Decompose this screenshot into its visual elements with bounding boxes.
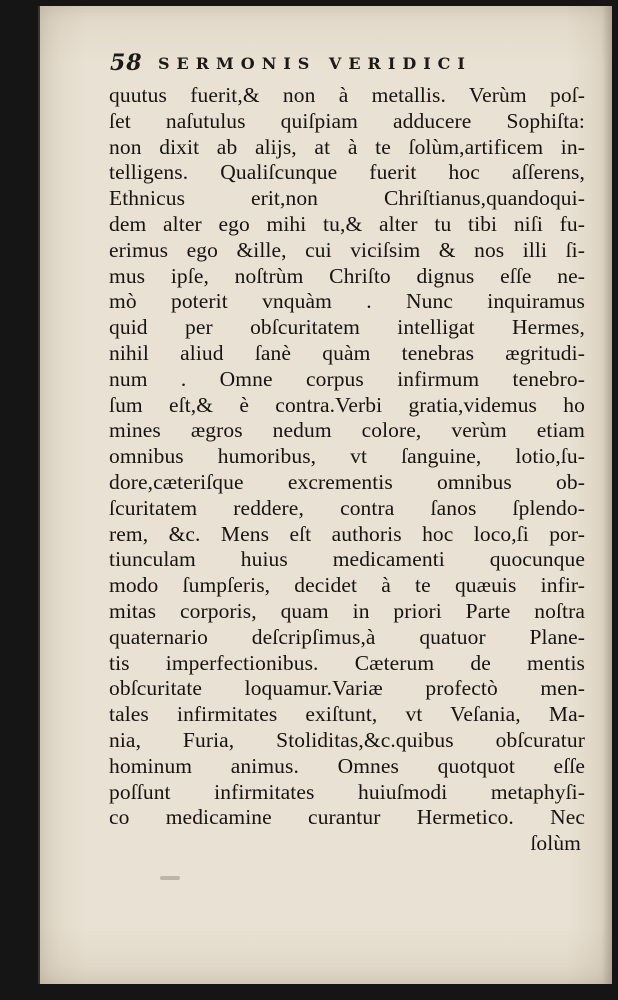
text-line: erimus ego &ille, cui viciſsim & nos illi ſi- (109, 237, 585, 262)
text-line: nia, Furia, Stoliditas,&c.quibus obſcuratur (109, 727, 585, 752)
text-line: mines ægros nedum colore, verùm etiam (109, 418, 585, 443)
ink-smudge (160, 876, 180, 880)
text-line: quutus fuerit,& non à metallis. Verùm poſ- (109, 83, 585, 107)
page-header (110, 50, 530, 84)
text-line: dore,cæteriſque excrementis omnibus ob- (109, 469, 585, 494)
text-line: modo ſumpſeris, decidet à te quæuis infir- (109, 573, 585, 598)
text-line: num . Omne corpus infirmum tenebro- (109, 366, 585, 391)
text-line: hominum animus. Omnes quotquot eſſe (109, 753, 585, 778)
text-line: tis imperfectionibus. Cæterum de mentis (109, 650, 585, 675)
body-text (109, 83, 585, 857)
text-line: obſcuritate loquamur.Variæ profectò men- (109, 676, 585, 701)
catchword: ſolùm (530, 831, 581, 856)
text-line: mò poterit vnquàm . Nunc inquiramus (109, 289, 585, 314)
text-line: ſet naſutulus quiſpiam adducere Sophiſta: (109, 108, 585, 133)
text-line: dem alter ego mihi tu,& alter tu tibi niſi fu- (109, 211, 585, 236)
text-line: rem, &c. Mens eſt authoris hoc loco,ſi por- (109, 521, 585, 546)
text-line: omnibus humoribus, vt ſanguine, lotio,ſu- (109, 444, 585, 469)
page-number: 58 (110, 50, 143, 76)
text-line: telligens. Qualiſcunque fuerit hoc aſſerens, (109, 160, 585, 185)
running-head: SERMONIS VERIDICI (158, 54, 472, 73)
text-line: co medicamine curantur Hermetico. Nec (109, 805, 585, 830)
text-line: Ethnicus erit,non Chriſtianus,quandoqui- (109, 186, 585, 211)
text-line: mus ipſe, noſtrùm Chriſto dignus eſſe ne- (109, 263, 585, 288)
text-line: mitas corporis, quam in priori Parte noſtra (109, 598, 585, 623)
text-line: non dixit ab alijs, at à te ſolùm,artificem in- (109, 134, 585, 159)
text-line: ſum eſt,& è contra.Verbi gratia,videmus ho (109, 392, 585, 417)
text-line: quid per obſcuritatem intelligat Hermes, (109, 315, 585, 340)
text-line: ſcuritatem reddere, contra ſanos ſplendo- (109, 495, 585, 520)
text-line: quaternario deſcripſimus,à quatuor Plane- (109, 624, 585, 649)
text-line: nihil aliud ſanè quàm tenebras ægritudi- (109, 340, 585, 365)
text-line: tales infirmitates exiſtunt, vt Veſania, Ma- (109, 702, 585, 727)
text-line: poſſunt infirmitates huiuſmodi metaphyſi- (109, 779, 585, 804)
page-edge-shadow (602, 6, 612, 984)
text-line: tiunculam huius medicamenti quocunque (109, 547, 585, 572)
